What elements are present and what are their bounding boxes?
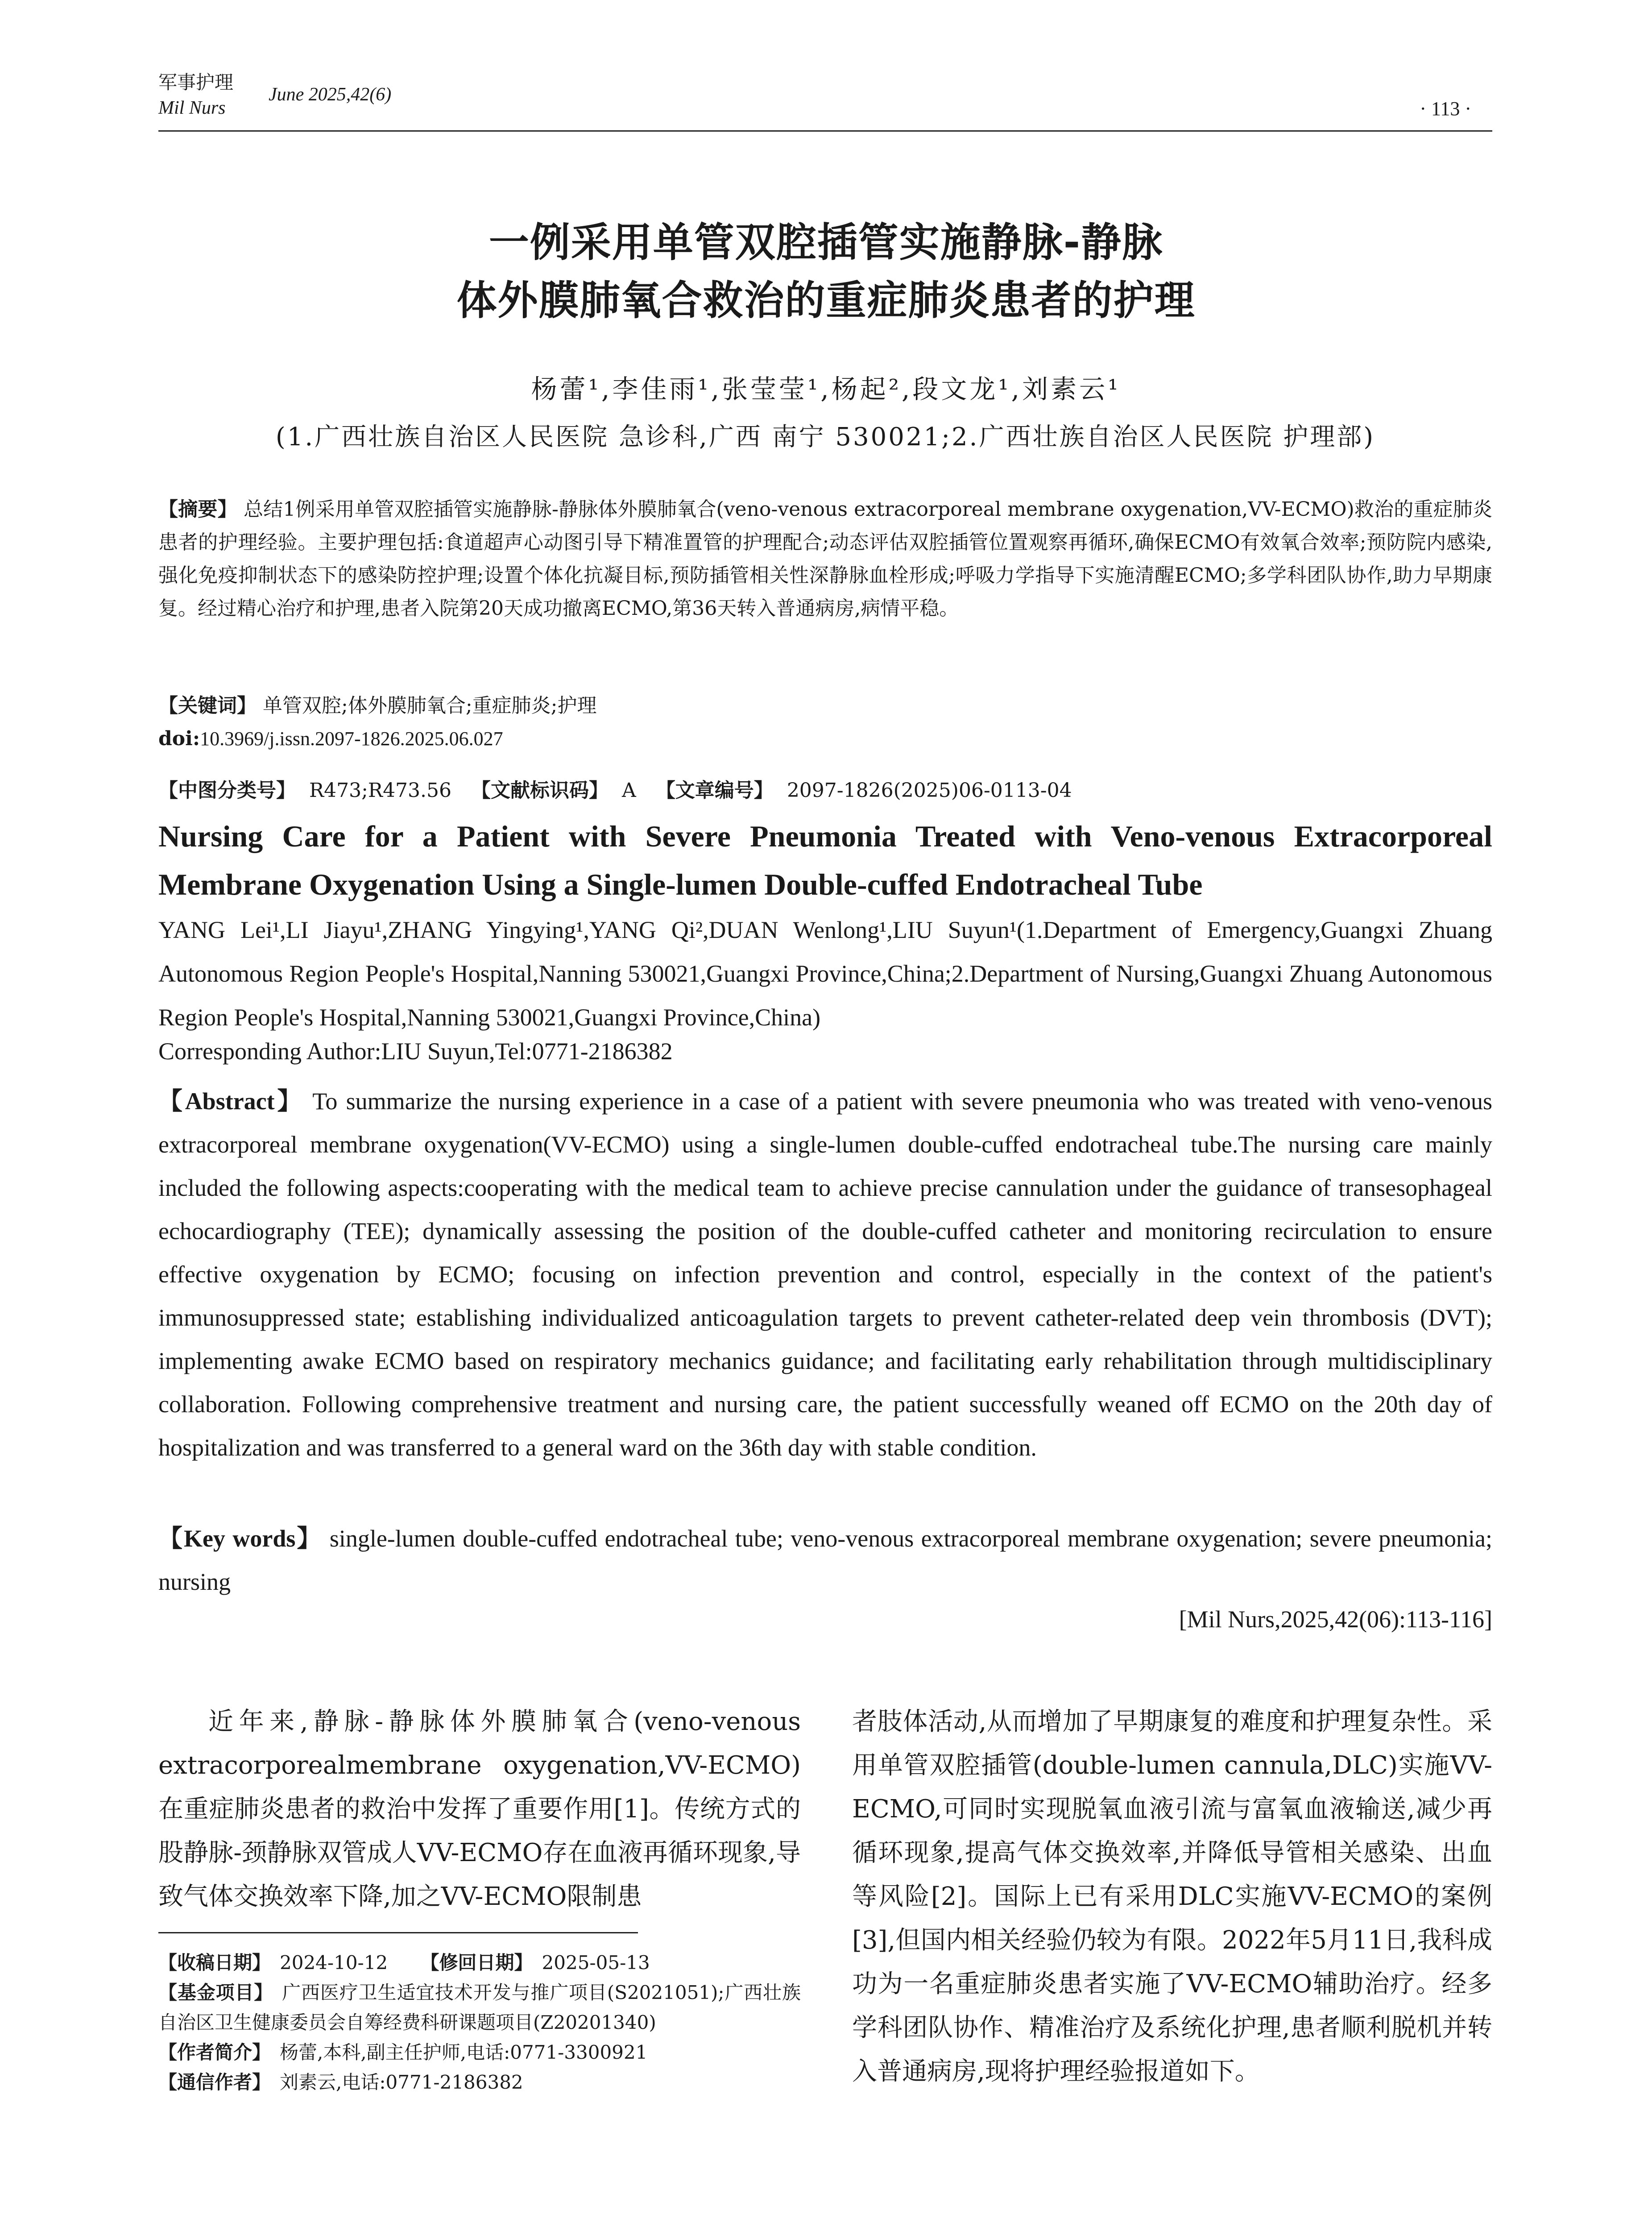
keywords-cn [158, 689, 1492, 722]
abstract-en-label: 【Abstract】 [158, 1088, 304, 1115]
abstract-en-text: To summarize the nursing experience in a case of a patient with severe pneumonia who was treated with veno-venous extracorporeal membrane oxygenation(VV-ECMO) using a single-lumen double-cuffed endotracheal tube.The nursing care mainly included the following aspects:cooperating with the medical team to achieve precise cannulation under the guidance of transesophageal echocardiography (TEE); dynamically assessing the position of the double-cuffed catheter and monitoring recirculation to ensure effective oxygenation by ECMO; focusing on infection prevention and control, especially in the context of the patient's immunosuppressed state; establishing individualized anticoagulation targets to prevent catheter-related deep vein thrombosis (DVT); implementing awake ECMO based on respiratory mechanics guidance; and facilitating early rehabilitation through multidisciplinary collaboration. Following comprehensive treatment and nursing care, the patient successfully weaned off ECMO on the 20th day of hospitalization and was transferred to a general ward on the 36th day with stable condition. [158, 1088, 1492, 1461]
abstract-cn-label: 【摘要】 [158, 498, 237, 521]
header-rule [158, 130, 1492, 132]
article-number-value: 2097-1826(2025)06-0113-04 [787, 779, 1072, 802]
revised-date: 2025-05-13 [542, 1952, 650, 1974]
received-date: 2024-10-12 [280, 1952, 388, 1974]
doi-line [158, 727, 503, 750]
author-bio-value: 杨蕾,本科,副主任护师,电话:0771-3300921 [280, 2041, 648, 2063]
doi-value[interactable]: 10.3969/j.issn.2097-1826.2025.06.027 [200, 728, 503, 750]
keywords-cn-label: 【关键词】 [158, 694, 257, 717]
author-list-en: YANG Lei¹,LI Jiayu¹,ZHANG Yingying¹,YANG Qi²,DUAN Wenlong¹,LIU Suyun¹(1.Department of Emergency,Guangxi Zhuang Autonomous Region People's Hospital,Nanning 530021,Guangxi Province,China;2.Department of Nursing,Guangxi Zhuang Autonomous Region People's Hospital,Nanning 530021,Guangxi Province,China) [158, 916, 1492, 1031]
revised-label: 【修回日期】 [420, 1952, 533, 1974]
classification-line [158, 774, 1492, 803]
article-title-line-2: 体外膜肺氧合救治的重症肺炎患者的护理 [456, 277, 1196, 324]
article-title-line-1: 一例采用单管双腔插管实施静脉-静脉 [489, 219, 1163, 266]
affiliation-cn: (1.广西壮族自治区人民医院 急诊科,广西 南宁 530021;2.广西壮族自治区人民医院 护理部) [275, 423, 1375, 452]
abstract-cn-text: 总结1例采用单管双腔插管实施静脉-静脉体外膜肺氧合(veno-venous extracorporeal membrane oxygenation,VV-ECMO)救治的重症肺炎患者的护理经验。主要护理包括:食道超声心动图引导下精准置管的护理配合;动态评估双腔插管位置观察再循环,确保ECMO有效氧合效率;预防院内感染,强化免疫抑制状态下的感染防控护理;设置个体化抗凝目标,预防插管相关性深静脉血栓形成;呼吸力学指导下实施清醒ECMO;多学科团队协作,助力早期康复。经过精心治疗和护理,患者入院第20天成功撤离ECMO,第36天转入普通病房,病情平稳。 [158, 498, 1493, 620]
author-bio-label: 【作者简介】 [158, 2041, 271, 2063]
citation: [Mil Nurs,2025,42(06):113-116] [1179, 1606, 1492, 1633]
doc-code-value: A [622, 779, 636, 802]
footnotes [158, 1948, 801, 2097]
fund-value: 广西医疗卫生适宜技术开发与推广项目(S2021051);广西壮族自治区卫生健康委员会自筹经费科研课题项目(Z20201340) [158, 1982, 801, 2033]
body-column-right: 者肢体活动,从而增加了早期康复的难度和护理复杂性。采用单管双腔插管(double-lumen cannula,DLC)实施VV-ECMO,可同时实现脱氧血液引流与富氧血液输送,减少再循环现象,提高气体交换效率,并降低导管相关感染、出血等风险[2]。国际上已有采用DLC实施VV-ECMO的案例[3],但国内相关经验仍较为有限。2022年5月11日,我科成功为一名重症肺炎患者实施了VV-ECMO辅助治疗。经多学科团队协作、精准治疗及系统化护理,患者顺利脱机并转入普通病房,现将护理经验报道如下。 [852, 1707, 1492, 2086]
abstract-cn [158, 493, 1492, 625]
received-label: 【收稿日期】 [158, 1952, 271, 1974]
keywords-en-text: single-lumen double-cuffed endotracheal tube; veno-venous extracorporeal membrane oxygenation; severe pneumonia; nursing [158, 1525, 1493, 1595]
article-number-label: 【文章编号】 [655, 779, 774, 802]
fund-label: 【基金项目】 [158, 1982, 273, 2003]
keywords-cn-text: 单管双腔;体外膜肺氧合;重症肺炎;护理 [263, 694, 597, 717]
page-number: · 113 · [1420, 98, 1471, 120]
doi-label: doi: [158, 727, 200, 750]
footnote-author [158, 2037, 801, 2067]
footnote-rule [158, 1932, 638, 1933]
footnote-fund [158, 1978, 801, 2037]
body-column-left: 近年来,静脉-静脉体外膜肺氧合(veno-venous extracorporealmembrane oxygenation,VV-ECMO)在重症肺炎患者的救治中发挥了重要作用[1]。传统方式的股静脉-颈静脉双管成人VV-ECMO存在血液再循环现象,导致气体交换效率下降,加之VV-ECMO限制患 [158, 1707, 801, 1911]
footnote-dates [158, 1948, 801, 1978]
corresponding-author-en: Corresponding Author:LIU Suyun,Tel:0771-2186382 [158, 1038, 673, 1065]
journal-issue: June 2025,42(6) [269, 84, 392, 105]
article-title-en: Nursing Care for a Patient with Severe Pneumonia Treated with Veno-venous Extracorporeal Membrane Oxygenation Using a Single-lumen Double-cuffed Endotracheal Tube [158, 819, 1492, 901]
clc-label: 【中图分类号】 [158, 779, 296, 802]
clc-value: R473;R473.56 [309, 779, 452, 802]
keywords-en [158, 1517, 1492, 1604]
corr-author-label: 【通信作者】 [158, 2071, 271, 2093]
keywords-en-label: 【Key words】 [158, 1525, 323, 1552]
journal-name-cn: 军事护理 [158, 71, 234, 93]
author-list-cn: 杨蕾¹,李佳雨¹,张莹莹¹,杨起²,段文龙¹,刘素云¹ [531, 374, 1121, 404]
corr-author-value: 刘素云,电话:0771-2186382 [280, 2071, 523, 2093]
doc-code-label: 【文献标识码】 [471, 779, 609, 802]
footnote-corresponding [158, 2067, 801, 2097]
abstract-en [158, 1080, 1492, 1469]
journal-name-en: Mil Nurs [158, 98, 226, 118]
